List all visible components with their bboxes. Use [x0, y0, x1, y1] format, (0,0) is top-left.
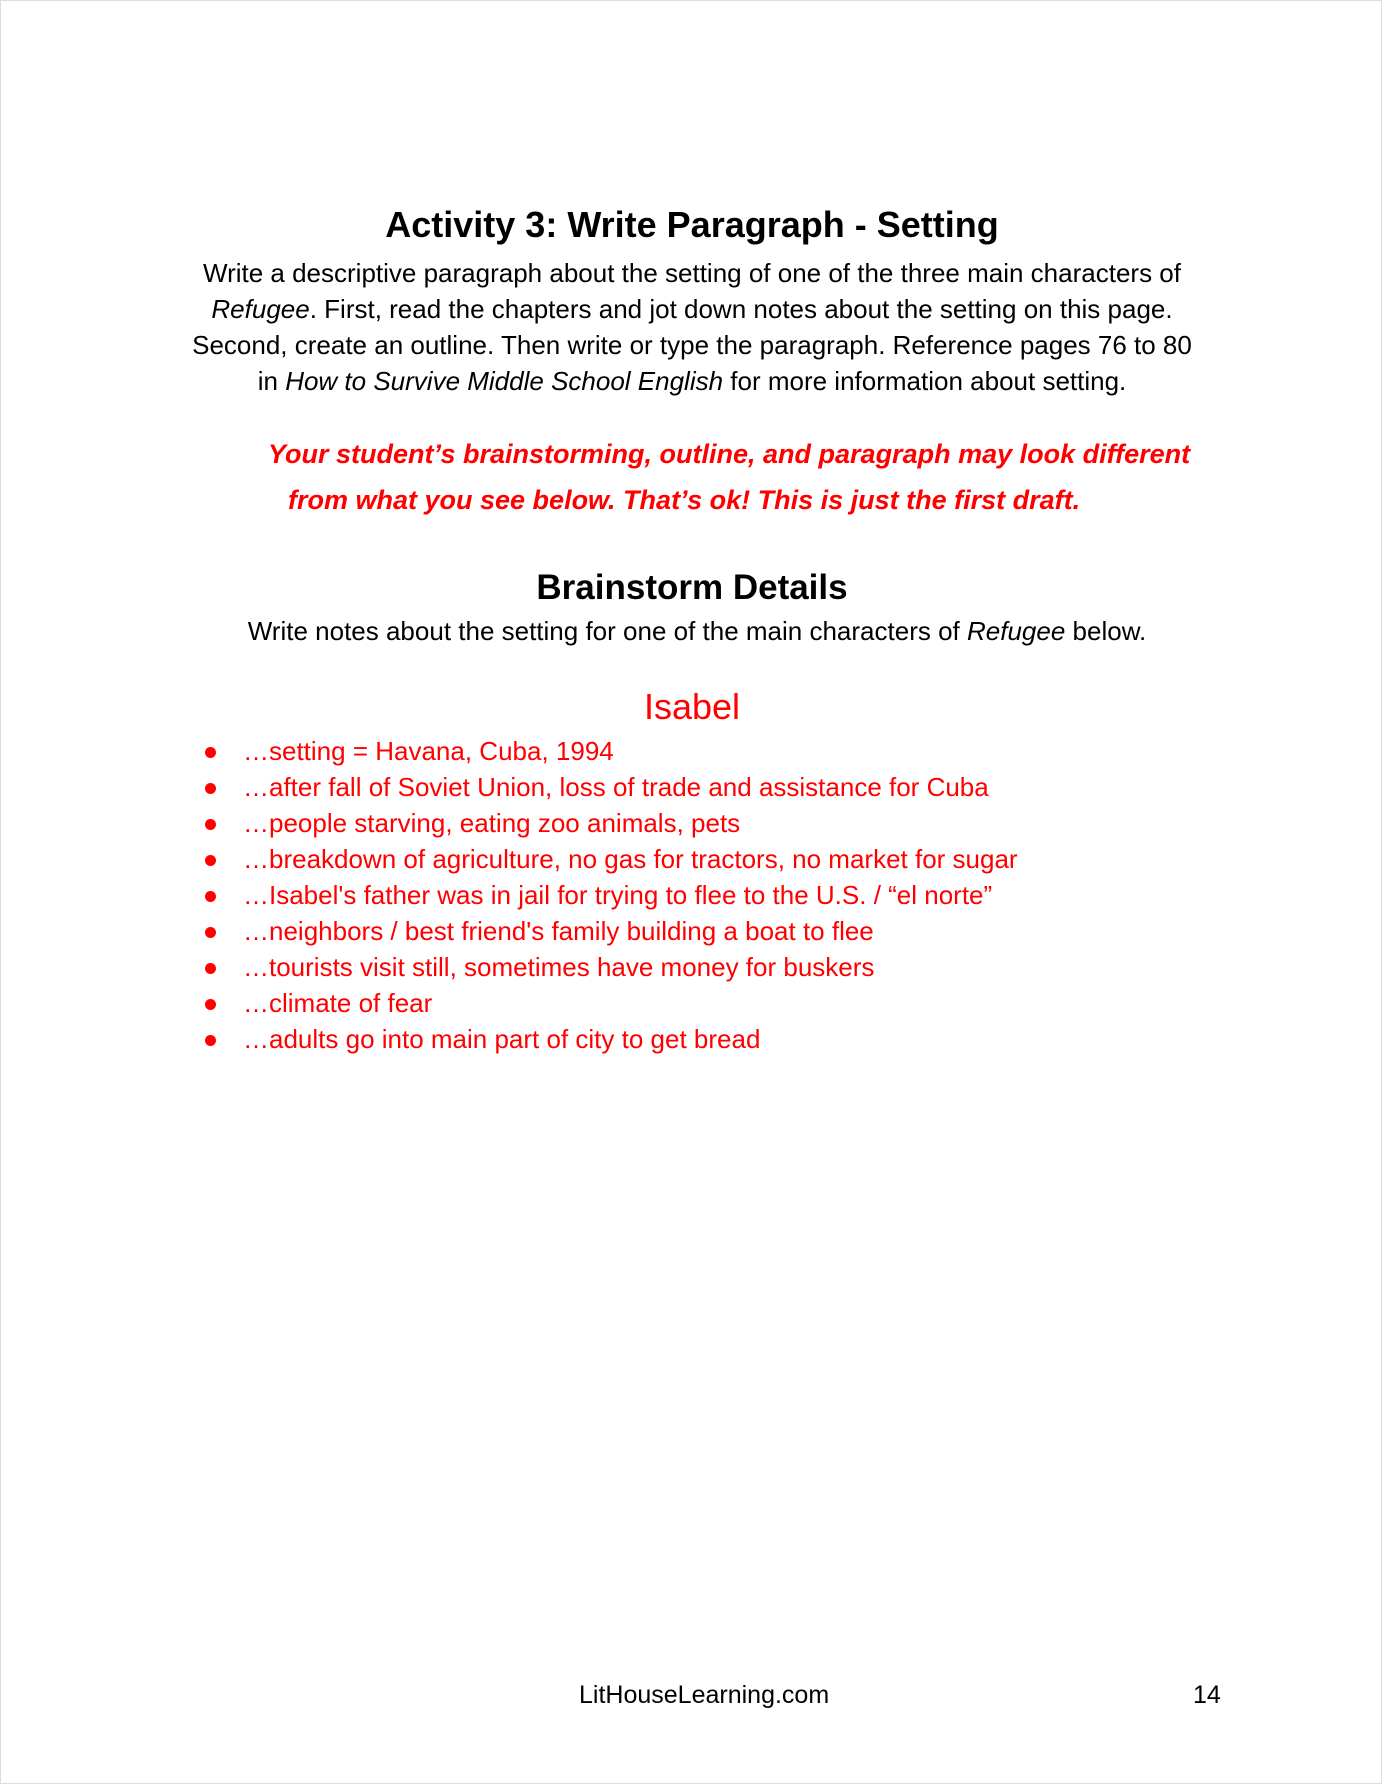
book-title: Refugee [967, 616, 1066, 646]
list-item: …people starving, eating zoo animals, pets [201, 805, 1018, 841]
activity-instructions [151, 255, 1233, 399]
instructions-line-1: Write a descriptive paragraph about the setting of one of the three main characters of [203, 258, 1181, 288]
list-item: …tourists visit still, sometimes have money for buskers [201, 949, 1018, 985]
bullet-icon [205, 999, 216, 1010]
list-item: …climate of fear [201, 985, 1018, 1021]
teacher-note-line-1: Your student’s brainstorming, outline, and paragraph may look different [268, 439, 1191, 469]
instructions-line-2: Refugee. First, read the chapters and jot down notes about the setting on this page. [211, 294, 1173, 324]
bullet-icon [205, 891, 216, 902]
brainstorm-heading: Brainstorm Details [536, 568, 848, 607]
instructions-line-3: Second, create an outline. Then write or type the paragraph. Reference pages 76 to 80 [192, 330, 1192, 360]
reference-book-title: How to Survive Middle School English [285, 366, 724, 396]
bullet-icon [205, 1035, 216, 1046]
activity-title: Activity 3: Write Paragraph - Setting [385, 204, 999, 245]
bullet-icon [205, 855, 216, 866]
bullet-icon [205, 963, 216, 974]
footer-website: LitHouseLearning.com [579, 1681, 830, 1709]
list-item: …after fall of Soviet Union, loss of trade and assistance for Cuba [201, 769, 1018, 805]
list-item: …adults go into main part of city to get bread [201, 1021, 1018, 1057]
page-number: 14 [1193, 1681, 1221, 1709]
brainstorm-instructions: Write notes about the setting for one of the main characters of Refugee below. [247, 616, 1147, 646]
instructions-line-4: in How to Survive Middle School English for more information about setting. [257, 366, 1127, 396]
bullet-icon [205, 927, 216, 938]
bullet-icon [205, 783, 216, 794]
list-item: …Isabel's father was in jail for trying to flee to the U.S. / “el norte” [201, 877, 1018, 913]
list-item: …neighbors / best friend's family building a boat to flee [201, 913, 1018, 949]
brainstorm-notes-list [201, 733, 1018, 1057]
list-item: …breakdown of agriculture, no gas for tractors, no market for sugar [201, 841, 1018, 877]
book-title: Refugee [211, 294, 310, 324]
character-name: Isabel [643, 686, 741, 727]
bullet-icon [205, 747, 216, 758]
bullet-icon [205, 819, 216, 830]
teacher-note-line-2: from what you see below. That’s ok! This is just the first draft. [288, 485, 1081, 515]
list-item: …setting = Havana, Cuba, 1994 [201, 733, 1018, 769]
